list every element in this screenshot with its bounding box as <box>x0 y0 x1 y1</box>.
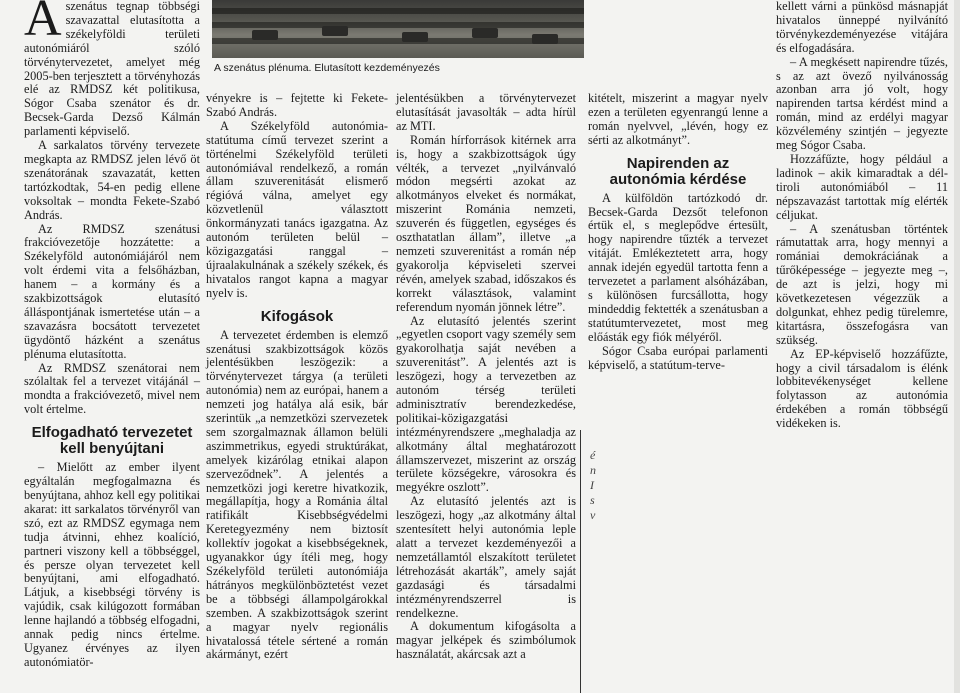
column-4 <box>588 92 768 372</box>
paragraph: Sógor Csaba európai parlamenti képviselő, a statútum-terve- <box>588 343 768 372</box>
paragraph: A Székelyföld autonómia-statútuma című tervezet szerint a történelmi Székelyföld területi autonómiával rendelkező, a román állam szuverenitását elismerő régióvá válna, amelyet egy közvetlenül választott önkormányzati tanács igazgatna. Az autonóm területen belül – közigazgatási ranggal – újraalakulnának a székely székek, és hivatalos rangot kapna a magyar nyelv is. <box>206 118 388 300</box>
cropped-text-fragment <box>590 448 630 523</box>
fragment-letter: n <box>590 463 596 477</box>
paragraph: A külföldön tartózkodó dr. Becsek-Garda Dezsőt telefonon értük el, s meglepődve értesült, hogy napirendre tűzték a tervezet vitáját. Emlékeztetett arra, hogy annak idején egyedül tartotta fenn a tervezetet a parlament alsóházában, s különösen furcsállotta, hogy mindeddig fektették a szenátusban a statútumtervezetet, most meg előásták egy fiók mélyéről. <box>588 190 768 344</box>
page-edge <box>954 0 960 693</box>
paragraph: Hozzáfűzte, hogy például a ladinok – akik kimaradtak a dél-tiroli autonómiából – 11 népszavazást tartottak míg elérték céljukat. <box>776 151 948 222</box>
senate-plenum-photo <box>212 0 584 58</box>
paragraph: Az RMDSZ szenátorai nem szólaltak fel a tervezet vitájánál – mondta a frakcióvezető, mivel nem volt értelme. <box>24 360 200 417</box>
fragment-letter: I <box>590 478 594 492</box>
paragraph: A tervezetet érdemben is elemző szenátusi szakbizottságok közös jelentésükben leszögezik: a törvénytervezet tárgya (a területi autonómia) nem az európai, hanem a nemzeti jog hatálya alá esik, bár szerintük „a nemzetközi szervezetek sem szorgalmaznak államon belüli aszimmetrikus, egyedi struktúrákat, amelyek kizárólag etnikai alapon szerveződnek”. A jelentés a nemzetközi jogi keretre hivatkozik, megállapítja, hogy a Románia által ratifikált Kisebbségvédelmi Keretegyezmény nem biztosít kollektív jogokat a kisebbségeknek, ugyanakkor úgy ítéli meg, hogy Székelyföld területi autonómiája hátrányos megkülönböztetést vezet be a többségi állampolgárokkal szemben. A szakbizottságok szerint a magyar nyelv regionális hivatalossá tétele sértené a román akármányt, ezért <box>206 327 388 662</box>
paragraph: jelentésükben a törvénytervezet elutasítását javasolták – adta hírül az MTI. <box>396 91 576 133</box>
paragraph: kitételt, miszerint a magyar nyelv ezen a területen egyenrangú lenne a román nyelvvel, „lévén, hogy ez sérti az alkotmányt”. <box>588 91 768 147</box>
fragment-letter: s <box>590 493 595 507</box>
fragment-letter: v <box>590 508 596 522</box>
column-2 <box>206 92 388 662</box>
fragment-letter: é <box>590 448 596 462</box>
column-3 <box>396 92 576 662</box>
section-heading: Kifogások <box>260 307 334 325</box>
paragraph: Az RMDSZ szenátusi frakcióvezetője hozzátette: a Székelyföld autonómiájáról nem volt érdemi vita a felsőházban, hanem – a kormány és a szakbizottságok elutasító álláspontjának ismertetése után – a szavazásra bocsátott tervezetet ügydöntő házként a szenátus plénuma elutasította. <box>24 221 200 361</box>
section-heading: Elfogadható tervezetet kell benyújtani <box>31 424 193 458</box>
column-5 <box>776 0 948 431</box>
paragraph: Az elutasító jelentés azt is leszögezi, hogy „az alkotmány által szentesített helyi autonómia leple alatt a tervezet kezdeményezői a nemzetállamtól elszakított területet létrehozását akarták”, amely saját gazdasági és társadalmi intézményrendszerrel is rendelkezne. <box>396 494 576 620</box>
paragraph: vényekre is – fejtette ki Fekete-Szabó András. <box>206 91 388 119</box>
column-1 <box>24 0 200 670</box>
paragraph: Román hírforrások kitérnek arra is, hogy a szakbizottságok úgy vélték, a tervezet „nyilvánvaló módon megsérti azokat az alkotmányos elveket és normákat, miszerint Románia nemzeti, szuverén és független, egységes és oszthatatlan állam”, illetve „a nemzeti szuverenitást a román nép gyakorolja képviseleti szervei révén, amelyek szabad, időszakos és korrekt választások, valamint referendum nyomán jönnek létre”. <box>396 132 576 314</box>
paragraph: Az EP-képviselő hozzáfűzte, hogy a civil társadalom is élénk lobbitevékenységet kellene folytasson az autonómia érdekében a román többségű vidékeken is. <box>776 346 948 431</box>
column-divider <box>580 430 581 693</box>
paragraph: – A szenátusban történtek rámutattak arra, hogy mennyi a romániai demokráciának a tűrőképessége – jegyezte meg –, de azt is jelzi, hogy mi következetesen végezzük a dolgunkat, ehhez pedig türelemre, kitartásra, összefogásra van szükség. <box>776 221 948 347</box>
paragraph: Az elutasító jelentés szerint „egyetlen csoport vagy személy sem gyakorolhatja saját nevében a szuverenitást”. A jelentés azt is leszögezi, hogy a tervezetben az autonóm térség területi adminisztratív berendezkedése, politikai-közigazgatási intézményrendszere „meghaladja az alkotmány által meghatározott államszervezet, miszerint az ország területe községekre, városokra és megyékre oszlott”. <box>396 313 576 495</box>
paragraph: szenátus tegnap többségi szavazattal elutasította a székelyföldi területi autonómiáról szóló törvénytervezetet, amelyet még 2005-ben terjesztett a törvényhozás elé az RMDSZ két politikusa, Sógor Csaba szenátor és dr. Becsek-Garda Dezső Kálmán parlamenti képviselő. <box>24 0 200 139</box>
drop-cap: A <box>24 0 62 47</box>
paragraph: kellett várni a pünkösd másnapját hivatalos ünneppé nyilvánító törvénykezdeményezése vitájára és elfogadására. <box>776 0 948 55</box>
paragraph: A dokumentum kifogásolta a magyar jelképek és szimbólumok használatát, akárcsak azt a <box>396 619 576 662</box>
paragraph: – Mielőtt az ember ilyent egyáltalán megfogalmazna és benyújtana, ahhoz kell egy politikai akarat: itt sarkalatos törvényről van szó, ezt az RMDSZ egymaga nem tudja átvinni, ehhez koalíció, partneri viszony kell a többséggel, és persze olyan tervezetet kell benyújtani, ami elfogadható. Látjuk, a kisebbségi törvény is vajúdik, csak kilúgozott formában lenne hajlandó a többség elfogadni, annak pedig nincs értelme. Ugyanez érvényes az ilyen autonómiatör- <box>24 460 200 669</box>
section-heading: Napirenden az autonómia kérdése <box>609 154 747 188</box>
photo-caption: A szenátus plénuma. Elutasított kezdeményezés <box>214 62 440 74</box>
paragraph: A sarkalatos törvény tervezete megkapta az RMDSZ jelen lévő öt szenátorának szavazatát, ketten tartózkodtak, 54-en pedig ellene voksoltak – mondta Fekete-Szabó András. <box>24 138 200 222</box>
paragraph: – A megkésett napirendre tűzés, s az azt övező nyilvánosság azonban arra jó volt, hogy napirenden tartsa kérdést mind a román, mind az erdélyi magyar közvélemény szintjén – jegyezte meg Sógor Csaba. <box>776 54 948 153</box>
